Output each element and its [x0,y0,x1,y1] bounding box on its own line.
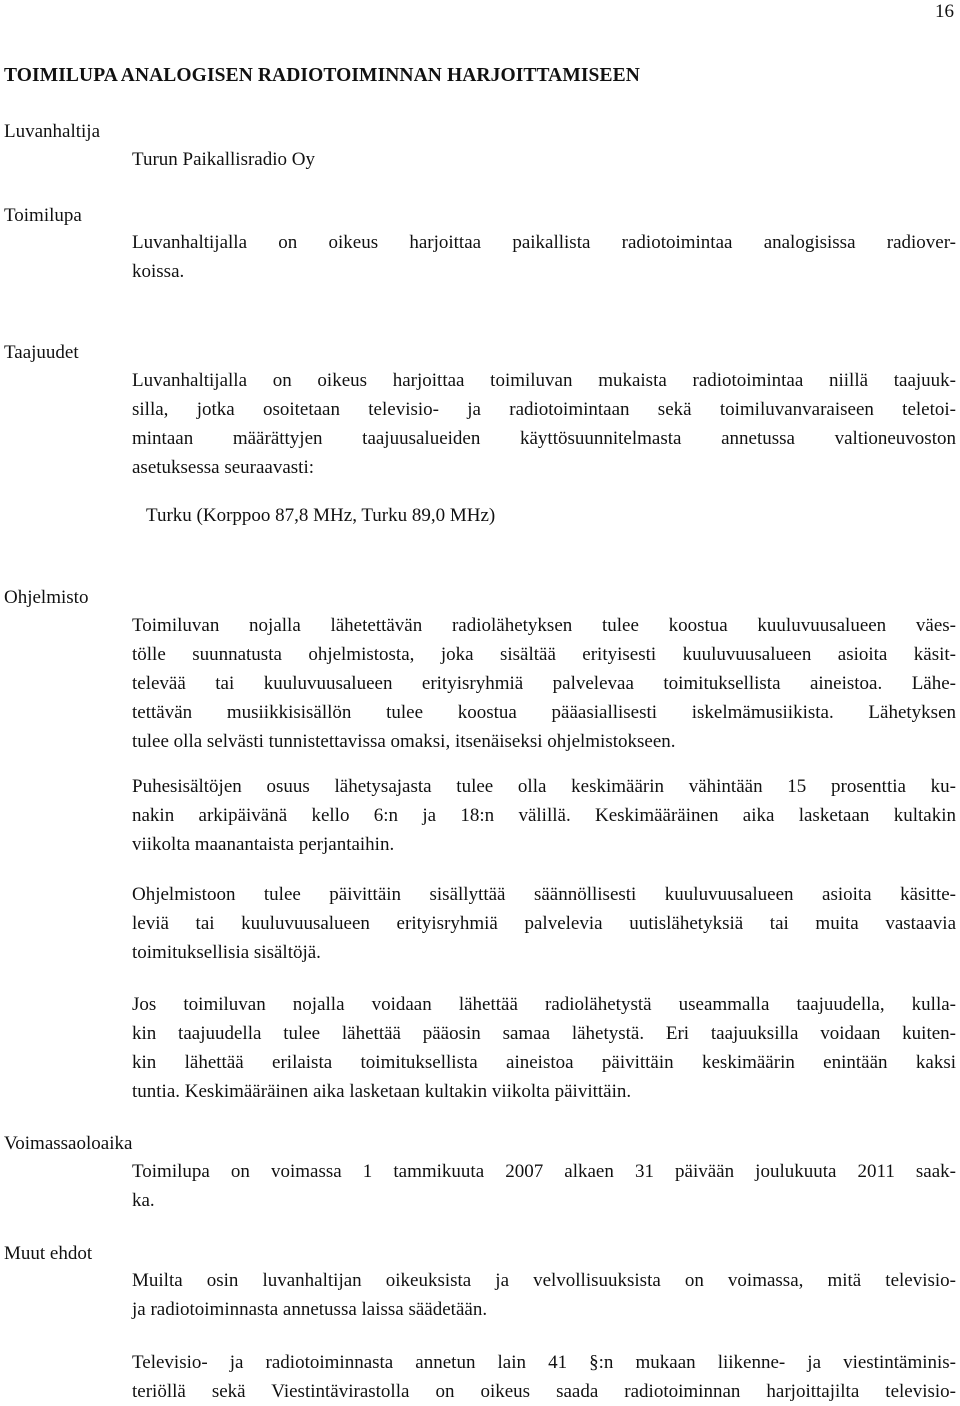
line: Luvanhaltijalla on oikeus harjoittaa paikallista radiotoimintaa analogisissa radiover- [132,232,956,253]
paragraph-ohjelmisto-2 [132,772,956,859]
line: ka. [132,1190,155,1211]
line: televää tai kuuluvuusalueen erityisryhmiä palvelevaa toimituksellista aineistoa. Lähe- [132,673,956,694]
line: Muilta osin luvanhaltijan oikeuksista ja velvollisuuksista on voimassa, mitä televisio- [132,1270,956,1291]
line: koissa. [132,261,185,282]
line: toimituksellisia sisältöjä. [132,942,321,963]
paragraph-ohjelmisto-1 [132,611,956,756]
paragraph-muut-ehdot-1 [132,1266,956,1324]
line: Televisio- ja radiotoiminnasta annetun lain 41 §:n mukaan liikenne- ja viestintäminis- [132,1352,956,1373]
line: tölle suunnatusta ohjelmistosta, joka sisältää erityisesti kuuluvuusalueen asioita käsit- [132,644,956,665]
line: Toimilupa on voimassa 1 tammikuuta 2007 alkaen 31 päivään joulukuuta 2011 saak- [132,1161,956,1182]
line: Luvanhaltijalla on oikeus harjoittaa toimiluvan mukaista radiotoimintaa niillä taajuuk- [132,370,956,391]
label-toimilupa: Toimilupa [4,205,82,226]
page-title: TOIMILUPA ANALOGISEN RADIOTOIMINNAN HARJOITTAMISEEN [4,65,640,86]
value-luvanhaltija [132,145,956,174]
section-taajuudet [132,366,956,482]
line: Turun Paikallisradio Oy [132,149,315,170]
paragraph-ohjelmisto-3 [132,880,956,967]
line: Jos toimiluvan nojalla voidaan lähettää radiolähetystä useammalla taajuudella, kulla- [132,994,956,1015]
label-luvanhaltija: Luvanhaltija [4,121,101,142]
line: tulee olla selvästi tunnistettavissa omaksi, itsenäiseksi ohjelmistokseen. [132,731,676,752]
label-ohjelmisto: Ohjelmisto [4,587,89,608]
line: ja radiotoiminnasta annetussa laissa säädetään. [132,1299,488,1320]
frequency-list: Turku (Korppoo 87,8 MHz, Turku 89,0 MHz) [146,505,496,526]
line: Ohjelmistoon tulee päivittäin sisällyttää säännöllisesti kuuluvuusalueen asioita käsitte- [132,884,956,905]
section-voimassaoloaika [132,1157,956,1215]
line: silla, jotka osoitetaan televisio- ja radiotoimintaan sekä toimiluvanvaraiseen teletoi- [132,399,956,420]
paragraph-muut-ehdot-2 [132,1348,956,1406]
line: viikolta maanantaista perjantaihin. [132,834,395,855]
line: asetuksessa seuraavasti: [132,457,315,478]
line: leviä tai kuuluvuusalueen erityisryhmiä palvelevia uutislähetyksiä tai muita vastaavia [132,913,956,934]
paragraph-ohjelmisto-4 [132,990,956,1106]
line: teriöllä sekä Viestintävirastolla on oikeus saada radiotoiminnan harjoittajilta televisio- [132,1381,956,1402]
line: kin lähettää erilaista toimituksellista aineistoa päivittäin keskimäärin enintään kaksi [132,1052,956,1073]
label-taajuudet: Taajuudet [4,342,79,363]
section-toimilupa [132,228,956,286]
line: Toimiluvan nojalla lähetettävän radiolähetyksen tulee koostua kuuluvuusalueen väes- [132,615,956,636]
label-muut-ehdot: Muut ehdot [4,1243,93,1264]
line: kin taajuudella tulee lähettää pääosin samaa lähetystä. Eri taajuuksilla voidaan kuiten- [132,1023,956,1044]
line: nakin arkipäivänä kello 6:n ja 18:n välillä. Keskimääräinen aika lasketaan kultakin [132,805,956,826]
line: mintaan määrättyjen taajuusalueiden käyttösuunnitelmasta annetussa valtioneuvoston [132,428,956,449]
line: Puhesisältöjen osuus lähetysajasta tulee olla keskimäärin vähintään 15 prosenttia ku- [132,776,956,797]
label-voimassaoloaika: Voimassaoloaika [4,1133,133,1154]
line: tettävän musiikkisisällön tulee koostua pääasiallisesti iskelmämusiikista. Lähetyksen [132,702,956,723]
page-number: 16 [935,1,954,22]
line: tuntia. Keskimääräinen aika lasketaan kultakin viikolta päivittäin. [132,1081,632,1102]
